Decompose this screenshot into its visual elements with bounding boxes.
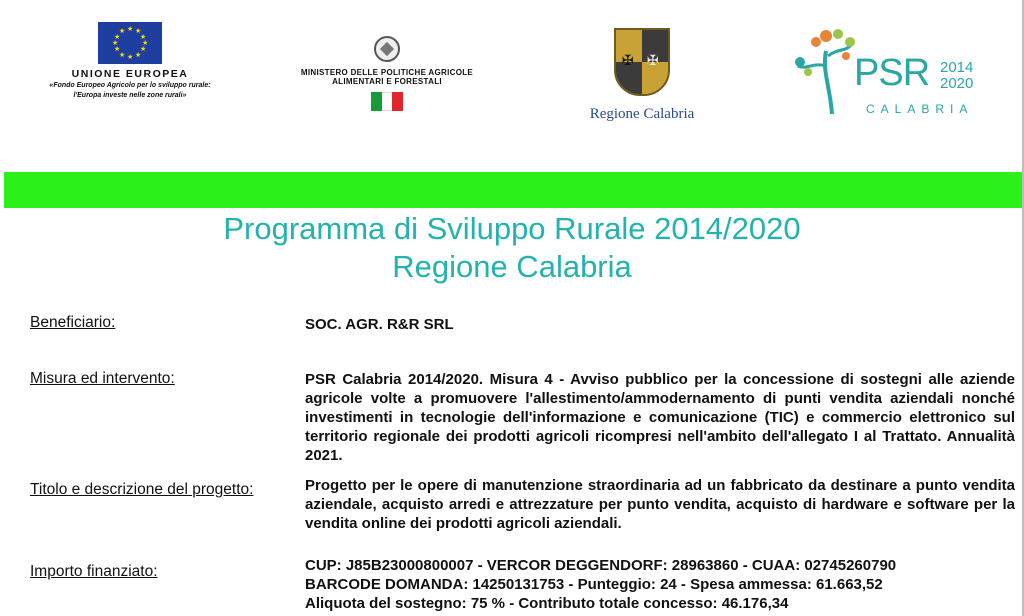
eu-flag-icon: ★ ★ ★ ★ ★ ★ ★ ★ ★ ★ ★ ★ <box>98 22 162 64</box>
page-title: Programma di Sviluppo Rurale 2014/2020 <box>223 211 801 246</box>
importo-value <box>305 556 1015 613</box>
region-title: Regione Calabria <box>589 106 695 122</box>
psr-region: CALABRIA <box>866 102 974 116</box>
psr-logo <box>792 24 1002 124</box>
eu-title: UNIONE EUROPEA <box>71 68 189 80</box>
psr-year-2: 2020 <box>940 75 974 92</box>
ministry-line-1: MINISTERO DELLE POLITICHE AGRICOLE <box>300 68 474 77</box>
misura-label: Misura ed intervento: <box>30 370 175 387</box>
region-shield-icon: ✠ ✠ <box>614 28 670 96</box>
psr-years <box>940 60 973 92</box>
importo-line-1: CUP: J85B23000800007 - VERCOR DEGGENDORF: 28963860 - CUAA: 02745260790 <box>305 557 897 574</box>
titolo-value: Progetto per le opere di manutenzione straordinaria ad un fabbricato da destinare a punto vendita aziendale, acquisto arredi e attrezzature per punto vendita, acquisto di hardware e software per la vendita online dei prodotti agricoli aziendali. <box>305 477 1015 532</box>
psr-mark: PSR <box>854 52 930 94</box>
importo-label: Importo finanziato: <box>30 563 158 580</box>
ministry-line-2: ALIMENTARI E FORESTALI <box>332 77 442 86</box>
titolo-label: Titolo e descrizione del progetto: <box>30 481 254 498</box>
page-subtitle: Regione Calabria <box>392 249 632 284</box>
ministry-logo <box>282 36 492 111</box>
beneficiario-value: SOC. AGR. R&R SRL <box>305 316 454 333</box>
eu-subtitle-2: l'Europa investe nelle zone rurali» <box>73 92 187 99</box>
eu-logo <box>30 22 230 100</box>
beneficiario-label: Beneficiario: <box>30 314 116 331</box>
region-logo <box>572 28 712 123</box>
psr-tree-icon <box>792 26 858 116</box>
importo-line-2: BARCODE DOMANDA: 14250131753 - Punteggio: 24 - Spesa ammessa: 61.663,52 <box>305 576 883 593</box>
misura-value: PSR Calabria 2014/2020. Misura 4 - Avviso pubblico per la concessione di sostegni alle aziende agricole volte a promuovere l'allestimento/ammodernamento di punti vendita aziendali nonché investimenti in tecnologie dell'informazione e comunicazione (TIC) e commercio elettronico sul territorio regionale dei prodotti agricoli ricompresi nell'ambito dell'allegato I al Trattato. Annualità 2021. <box>305 371 1015 464</box>
importo-line-3: Aliquota del sostegno: 75 % - Contributo totale concesso: 46.176,34 <box>305 595 789 612</box>
italian-emblem-icon <box>374 36 400 62</box>
green-banner <box>4 172 1022 208</box>
eu-subtitle-1: «Fondo Europeo Agricolo per lo sviluppo rurale: <box>49 82 211 89</box>
psr-year-1: 2014 <box>940 59 974 76</box>
italian-flag-icon <box>371 92 403 111</box>
